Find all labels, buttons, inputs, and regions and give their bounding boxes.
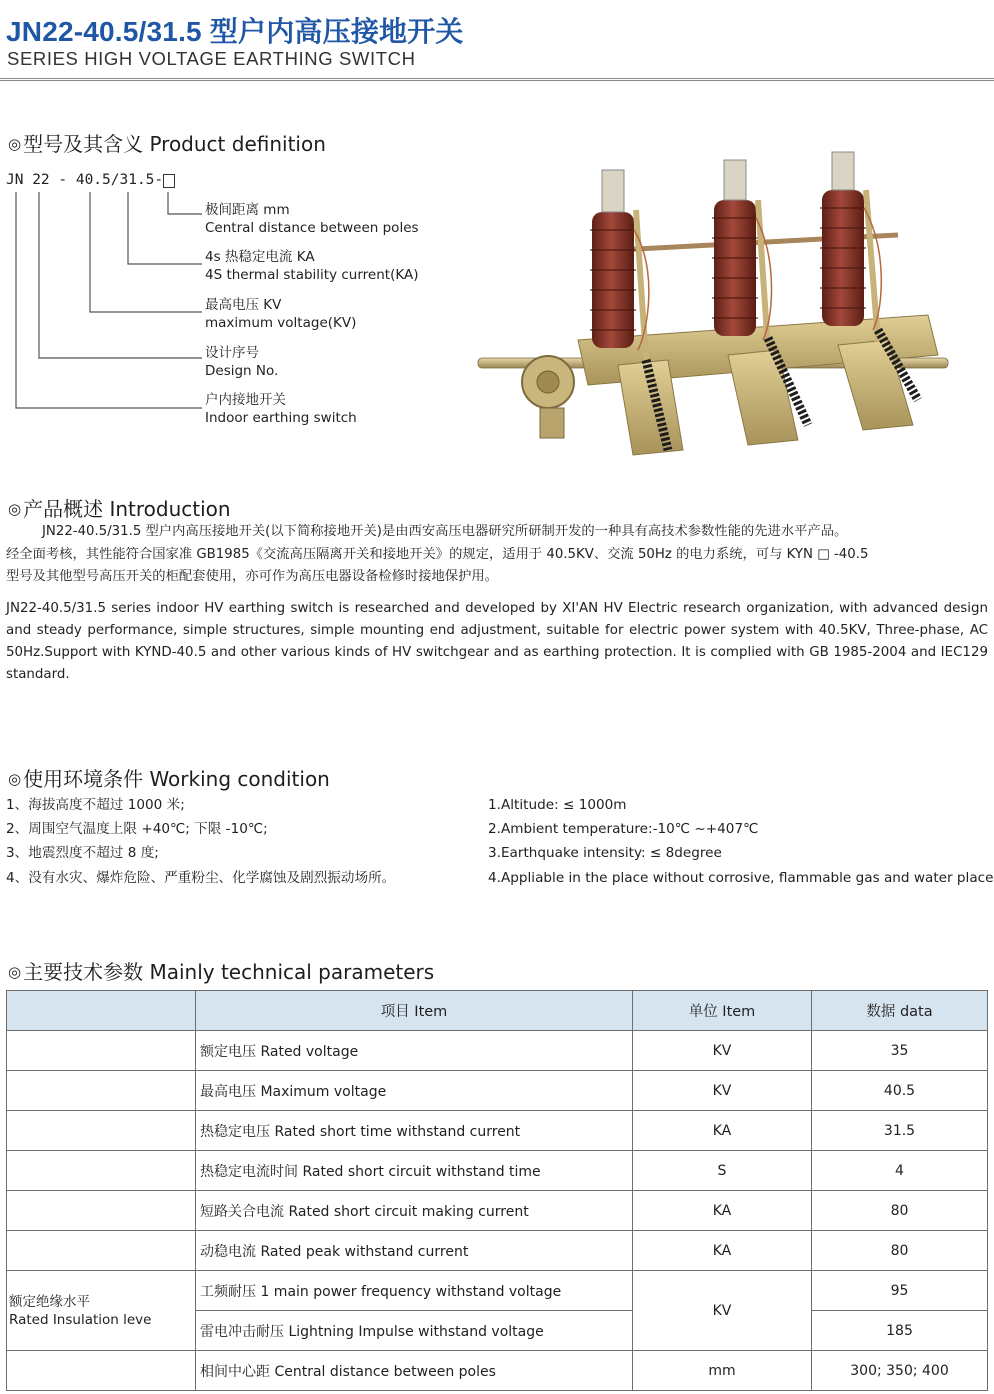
table-cell-item: 短路关合电流 Rated short circuit making current [196, 1191, 633, 1231]
table-row [7, 1271, 988, 1311]
table-cell-item: 最高电压 Maximum voltage [196, 1071, 633, 1111]
table-row [7, 1231, 988, 1271]
table-cell-blank [7, 1231, 196, 1271]
insulation-level-label: 额定绝缘水平 Rated Insulation leve [7, 1271, 196, 1351]
earthing-switch-product-image [468, 150, 988, 480]
table-header-blank [7, 991, 196, 1031]
working-condition-cn-list [6, 793, 395, 890]
introduction-en-text: JN22-40.5/31.5 series indoor HV earthing switch is researched and developed by XI'AN HV Electric research organization, with advanced design and steady performance, simple structures, simple mounting end adjustment, suitable for electric power system with 40.5KV, Three-phase, AC 50Hz.Support with KYND-40.5 and other various kinds of HV switchgear and as earthing protection. It is complied with GB 1985-2004 and IEC129 standard. [6, 601, 988, 682]
table-row [7, 1351, 988, 1391]
table-cell-data: 80 [812, 1191, 988, 1231]
list-item: 1.Altitude: ≤ 1000m [488, 797, 627, 813]
table-cell-data: 80 [812, 1231, 988, 1271]
model-placeholder-box [163, 174, 175, 188]
table-row [7, 1071, 988, 1111]
section-bullet-icon: ◎ [8, 500, 22, 518]
table-row [7, 1151, 988, 1191]
working-condition-en-list [488, 793, 994, 890]
table-cell-item: 热稳定电流时间 Rated short circuit withstand time [196, 1151, 633, 1191]
table-cell-blank [7, 1151, 196, 1191]
table-cell-unit: S [633, 1151, 812, 1191]
page-subtitle: SERIES HIGH VOLTAGE EARTHING SWITCH [7, 48, 416, 69]
section-bullet-icon: ◎ [8, 135, 22, 153]
definition-item: 户内接地开关 Indoor earthing switch [205, 392, 357, 426]
definition-item: 4s 热稳定电流 KA 4S thermal stability current(KA) [205, 249, 419, 283]
table-cell-blank [7, 1031, 196, 1071]
table-cell-unit: KV [633, 1031, 812, 1071]
table-row [7, 1031, 988, 1071]
table-row [7, 1191, 988, 1231]
table-cell-item: 动稳电流 Rated peak withstand current [196, 1231, 633, 1271]
table-cell-data: 4 [812, 1151, 988, 1191]
table-cell-blank [7, 1071, 196, 1111]
definition-item: 设计序号 Design No. [205, 345, 279, 379]
table-cell-blank [7, 1351, 196, 1391]
table-cell-data: 35 [812, 1031, 988, 1071]
table-cell-unit: KV [633, 1271, 812, 1351]
header-divider [0, 78, 994, 81]
list-item: 1、海拔高度不超过 1000 米; [6, 797, 185, 813]
table-cell-blank [7, 1111, 196, 1151]
list-item: 2.Ambient temperature:-10℃ ~+407℃ [488, 821, 759, 838]
table-cell-item: 热稳定电压 Rated short time withstand current [196, 1111, 633, 1151]
table-cell-item: 额定电压 Rated voltage [196, 1031, 633, 1071]
table-row [7, 1111, 988, 1151]
introduction-heading: ◎ 产品概述 Introduction [8, 497, 231, 521]
table-cell-blank [7, 1191, 196, 1231]
table-cell-item: 相间中心距 Central distance between poles [196, 1351, 633, 1391]
table-cell-data: 31.5 [812, 1111, 988, 1151]
working-condition-heading: ◎ 使用环境条件 Working condition [8, 767, 330, 791]
model-code: JN 22 - 40.5/31.5- [6, 172, 164, 188]
table-cell-data: 95 [812, 1271, 988, 1311]
list-item: 2、周围空气温度上限 +40℃; 下限 -10℃; [6, 821, 268, 838]
page-title: JN22-40.5/31.5 型户内高压接地开关 [6, 16, 464, 47]
table-cell-item: 雷电冲击耐压 Lightning Impulse withstand voltage [196, 1311, 633, 1351]
parameters-table [6, 990, 988, 1391]
table-cell-data: 300; 350; 400 [812, 1351, 988, 1391]
table-header-unit: 单位 Item [633, 991, 812, 1031]
definition-item: 最高电压 KV maximum voltage(KV) [205, 297, 357, 331]
table-header-row [7, 991, 988, 1031]
table-cell-unit: mm [633, 1351, 812, 1391]
list-item: 4、没有水灾、爆炸危险、严重粉尘、化学腐蚀及剧烈振动场所。 [6, 869, 396, 886]
section-bullet-icon: ◎ [8, 770, 22, 788]
introduction-cn-text: JN22-40.5/31.5 型户内高压接地开关(以下简称接地开关)是由西安高压电器研究所研制开发的一种具有高技术参数性能的先进水平产品。 经全面考核，其性能符合国家准 GB1985《交流高压隔离开关和接地开关》的规定，适用于 40.5KV、交流 50Hz 的电力系统，可与 KYN □ -40.5 型号及其他型号高压开关的柜配套使用，亦可作为高压电器设备检修时接地保护用。 [6, 524, 869, 584]
table-cell-unit: KA [633, 1231, 812, 1271]
section-bullet-icon: ◎ [8, 963, 22, 981]
table-header-item: 项目 Item [196, 991, 633, 1031]
table-header-data: 数据 data [812, 991, 988, 1031]
list-item: 4.Appliable in the place without corrosive, flammable gas and water place [488, 869, 994, 886]
list-item: 3、地震烈度不超过 8 度; [6, 845, 159, 862]
table-cell-unit: KV [633, 1071, 812, 1111]
definition-item: 极间距离 mm Central distance between poles [205, 202, 419, 236]
list-item: 3.Earthquake intensity: ≤ 8degree [488, 845, 722, 862]
parameters-heading: ◎ 主要技术参数 Mainly technical parameters [8, 960, 435, 984]
table-cell-item: 工频耐压 1 main power frequency withstand voltage [196, 1271, 633, 1311]
table-cell-unit: KA [633, 1111, 812, 1151]
table-cell-unit: KA [633, 1191, 812, 1231]
table-cell-data: 40.5 [812, 1071, 988, 1111]
definition-heading: ◎ 型号及其含义 Product definition [8, 132, 326, 156]
table-cell-data: 185 [812, 1311, 988, 1351]
